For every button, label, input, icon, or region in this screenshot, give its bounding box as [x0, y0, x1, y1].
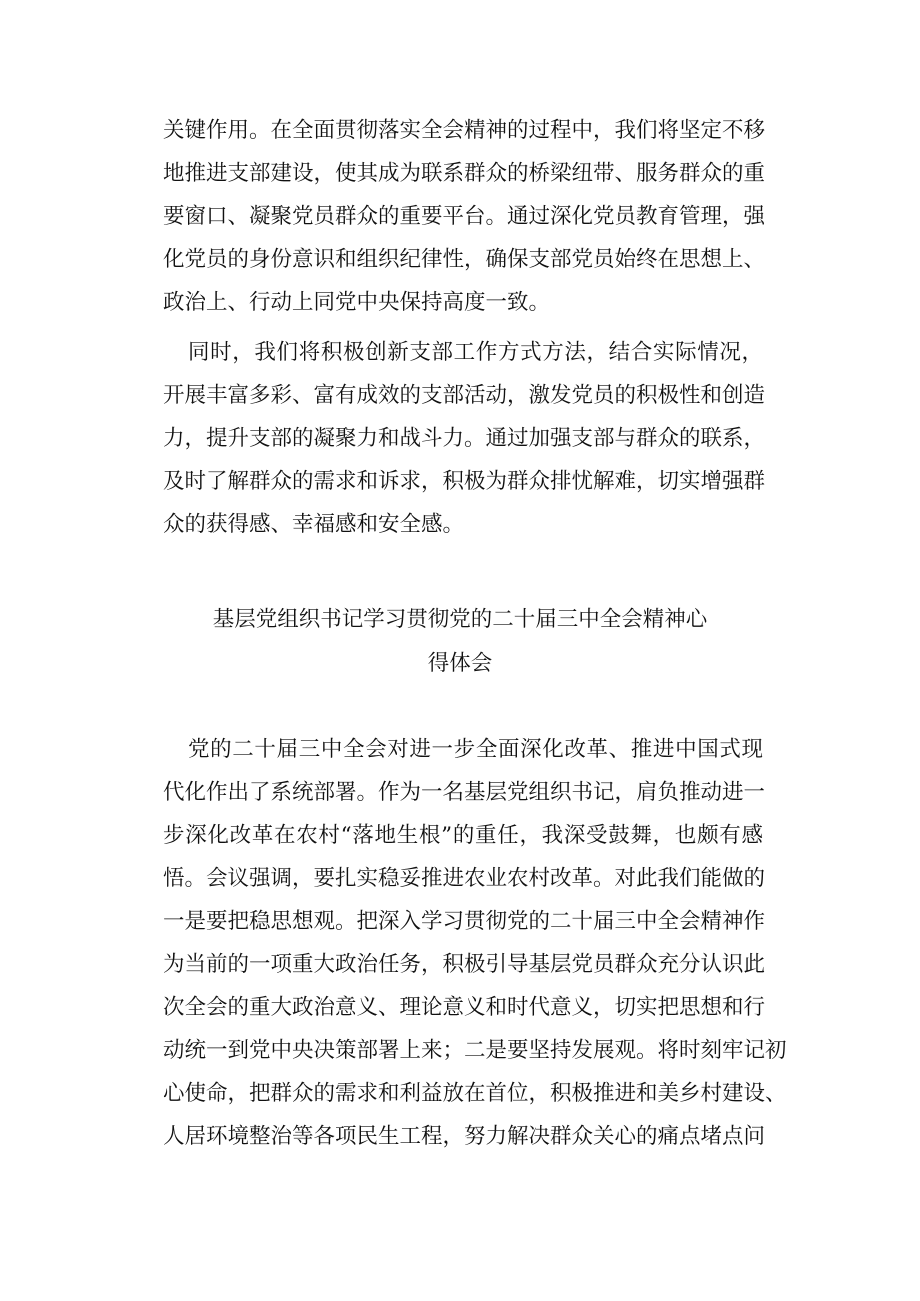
paragraph-line: 悟。会议强调，要扎实稳妥推进农业农村改革。对此我们能做的	[163, 866, 766, 891]
paragraph-line: 地推进支部建设，使其成为联系群众的桥梁纽带、服务群众的重	[163, 161, 766, 186]
paragraph-line: 党的二十届三中全会对进一步全面深化改革、推进中国式现	[188, 737, 763, 762]
paragraph-line: 一是要把稳思想观。把深入学习贯彻党的二十届三中全会精神作	[163, 909, 766, 934]
paragraph-line: 及时了解群众的需求和诉求，积极为群众排忧解难，切实增强群	[163, 469, 766, 494]
paragraph-line: 心使命，把群众的需求和利益放在首位，积极推进和美乡村建设、	[163, 1081, 787, 1106]
paragraph-line: 人居环境整治等各项民生工程，努力解决群众关心的痛点堵点问	[163, 1124, 766, 1149]
paragraph-line: 步深化改革在农村“落地生根”的重任，我深受鼓舞，也颇有感	[163, 823, 763, 848]
paragraph-line: 要窗口、凝聚党员群众的重要平台。通过深化党员教育管理，强	[163, 204, 766, 229]
article-title-line-1: 基层党组织书记学习贯彻党的二十届三中全会精神心	[212, 607, 708, 632]
paragraph-line: 关键作用。在全面贯彻落实全会精神的过程中，我们将坚定不移	[163, 118, 766, 143]
paragraph-line: 力，提升支部的凝聚力和战斗力。通过加强支部与群众的联系，	[163, 426, 766, 451]
paragraph-line: 化党员的身份意识和组织纪律性，确保支部党员始终在思想上、	[163, 247, 766, 272]
paragraph-line: 代化作出了系统部署。作为一名基层党组织书记，肩负推动进一	[163, 780, 766, 805]
paragraph-line: 开展丰富多彩、富有成效的支部活动，激发党员的积极性和创造	[163, 383, 766, 408]
paragraph-line: 为当前的一项重大政治任务，积极引导基层党员群众充分认识此	[163, 952, 766, 977]
paragraph-line: 众的获得感、幸福感和安全感。	[163, 512, 465, 537]
article-title-line-2: 得体会	[427, 651, 493, 676]
paragraph-line: 政治上、行动上同党中央保持高度一致。	[163, 290, 551, 315]
paragraph-line: 动统一到党中央决策部署上来；二是要坚持发展观。将时刻牢记初	[163, 1038, 787, 1063]
paragraph-line: 次全会的重大政治意义、理论意义和时代意义，切实把思想和行	[163, 995, 766, 1020]
paragraph-line: 同时，我们将积极创新支部工作方式方法，结合实际情况，	[188, 340, 763, 365]
